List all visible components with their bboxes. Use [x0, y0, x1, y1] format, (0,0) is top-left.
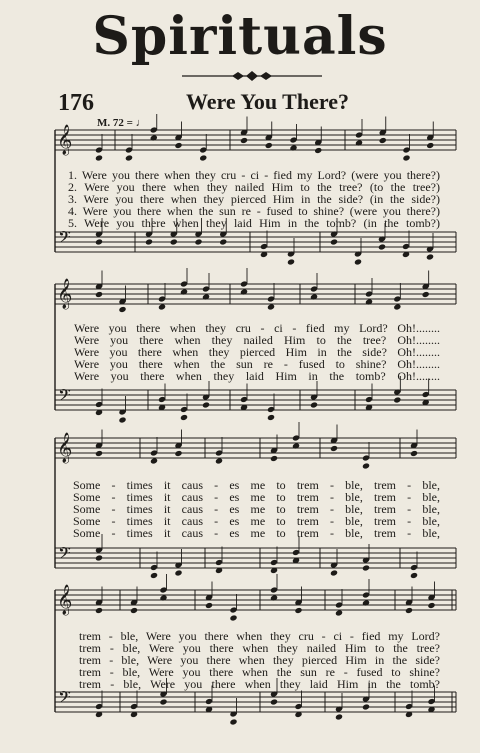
bass-notes-notehead: [229, 718, 237, 725]
treble-notes-notehead: [240, 137, 248, 144]
treble-notes-notehead: [118, 306, 126, 313]
treble-notes-notehead: [355, 139, 363, 146]
treble-notes-notehead: [265, 142, 273, 149]
tempo-marking: M. 72 = ♩: [97, 117, 147, 129]
lyric-line: Were you there when the sun re - fused to shine? Oh!........: [74, 357, 440, 371]
treble-notes-notehead: [158, 303, 166, 310]
treble-clef: 𝄞: [57, 585, 73, 615]
lyric-line: Were you there when they nailed Him to the tree? Oh!........: [74, 333, 440, 347]
treble-notes-notehead: [365, 298, 373, 305]
treble-notes-notehead: [270, 455, 278, 462]
treble-notes-notehead: [330, 445, 338, 452]
bass-notes-notehead: [335, 713, 343, 720]
treble-notes-notehead: [205, 602, 213, 609]
treble-notes-notehead: [150, 134, 158, 141]
treble-notes-notehead: [130, 607, 138, 614]
treble-notes-notehead: [180, 288, 188, 295]
treble-notes-notehead: [362, 462, 370, 469]
treble-notes-notehead: [199, 154, 207, 161]
treble-notes-notehead: [174, 450, 182, 457]
bass-notes-notehead: [95, 554, 103, 561]
bass-notes-notehead: [393, 396, 401, 403]
bass-notes-notehead: [354, 258, 362, 265]
treble-notes-notehead: [393, 303, 401, 310]
treble-notes-notehead: [426, 142, 434, 149]
bass-notes-notehead: [159, 698, 167, 705]
treble-notes-notehead: [174, 142, 182, 149]
lyric-line: trem - ble, Were you there when they laid Him in the tomb?: [79, 677, 440, 691]
lyric-line: 5. Were you there when they laid Him in the tomb? (in the tomb?): [68, 216, 440, 230]
treble-notes-notehead: [402, 154, 410, 161]
treble-notes-notehead: [405, 607, 413, 614]
bass-notes-notehead: [410, 572, 418, 579]
bass-notes-notehead: [287, 258, 295, 265]
treble-notes-notehead: [335, 609, 343, 616]
bass-clef: 𝄢: [58, 543, 71, 567]
lyric-line: Were you there when they pierced Him in the side? Oh!........: [74, 345, 440, 359]
bass-notes-notehead: [145, 238, 153, 245]
bass-clef: 𝄢: [58, 687, 71, 711]
treble-notes-notehead: [95, 154, 103, 161]
hymn-number: 176: [58, 90, 94, 116]
bass-notes-notehead: [150, 572, 158, 579]
treble-notes-notehead: [422, 291, 430, 298]
bass-notes-notehead: [270, 698, 278, 705]
treble-notes-notehead: [125, 154, 133, 161]
treble-notes-notehead: [292, 442, 300, 449]
bass-notes-notehead: [330, 238, 338, 245]
lyric-line: trem - ble, Were you there when they pierced Him in the side?: [79, 653, 440, 667]
bass-notes-notehead: [219, 238, 227, 245]
treble-notes-notehead: [229, 614, 237, 621]
bass-notes-notehead: [267, 414, 275, 421]
treble-notes-notehead: [159, 594, 167, 601]
treble-clef: 𝄞: [57, 433, 73, 463]
bass-notes-notehead: [362, 703, 370, 710]
lyric-line: Some - times it caus - es me to trem - ble, trem - ble,: [73, 526, 440, 540]
lyric-line: Some - times it caus - es me to trem - ble, trem - ble,: [73, 490, 440, 504]
bass-clef: 𝄢: [58, 227, 71, 251]
bass-notes-notehead: [426, 253, 434, 260]
bass-notes-notehead: [330, 569, 338, 576]
lyric-line: 3. Were you there when they pierced Him in the side? (in the side?): [68, 192, 440, 206]
treble-notes-notehead: [95, 450, 103, 457]
bass-notes-notehead: [118, 416, 126, 423]
lyric-line: trem - ble, Were you there when they nailed Him to the tree?: [79, 641, 440, 655]
treble-notes-notehead: [95, 607, 103, 614]
hymn-title: Were You There?: [186, 89, 349, 114]
treble-notes-notehead: [362, 599, 370, 606]
bass-notes-notehead: [170, 238, 178, 245]
treble-notes-notehead: [95, 291, 103, 298]
lyric-line: 4. Were you there when the sun re - fused to shine? (were you there?): [68, 204, 440, 218]
lyric-line: Some - times it caus - es me to trem - ble, trem - ble,: [73, 514, 440, 528]
bass-notes-notehead: [310, 401, 318, 408]
treble-notes-notehead: [150, 457, 158, 464]
bass-notes-notehead: [202, 401, 210, 408]
treble-notes-notehead: [267, 303, 275, 310]
treble-notes-notehead: [289, 144, 297, 151]
lyric-line: trem - ble, Were you there when the sun re - fused to shine?: [79, 665, 440, 679]
lyric-line: Some - times it caus - es me to trem - ble, trem - ble,: [73, 478, 440, 492]
treble-clef: 𝄞: [57, 279, 73, 309]
treble-notes-notehead: [410, 450, 418, 457]
bass-notes-notehead: [378, 243, 386, 250]
treble-notes-notehead: [427, 602, 435, 609]
section-title: Spirituals: [92, 6, 388, 67]
lyric-line: trem - ble, Were you there when they cru - ci - fied my Lord?: [79, 629, 440, 643]
treble-notes-notehead: [270, 594, 278, 601]
treble-notes-notehead: [240, 288, 248, 295]
treble-notes-notehead: [215, 457, 223, 464]
bass-notes-notehead: [174, 569, 182, 576]
treble-notes-notehead: [379, 137, 387, 144]
treble-notes-notehead: [314, 147, 322, 154]
lyric-line: 2. Were you there when they nailed Him to the tree? (to the tree?): [68, 180, 440, 194]
bass-notes-notehead: [180, 414, 188, 421]
bass-notes-notehead: [95, 238, 103, 245]
lyric-line: Some - times it caus - es me to trem - ble, trem - ble,: [73, 502, 440, 516]
bass-notes-notehead: [362, 564, 370, 571]
lyric-line: 1. Were you there when they cru - ci - fied my Lord? (were you there?): [68, 168, 440, 182]
bass-clef: 𝄢: [58, 385, 71, 409]
treble-notes-notehead: [202, 293, 210, 300]
lyric-line: Were you there when they laid Him in the tomb? Oh!........: [74, 369, 440, 383]
bass-notes-notehead: [194, 238, 202, 245]
treble-clef: 𝄞: [57, 125, 73, 155]
treble-notes-notehead: [294, 607, 302, 614]
lyric-line: Were you there when they cru - ci - fied my Lord? Oh!........: [74, 321, 440, 335]
treble-notes-notehead: [310, 293, 318, 300]
